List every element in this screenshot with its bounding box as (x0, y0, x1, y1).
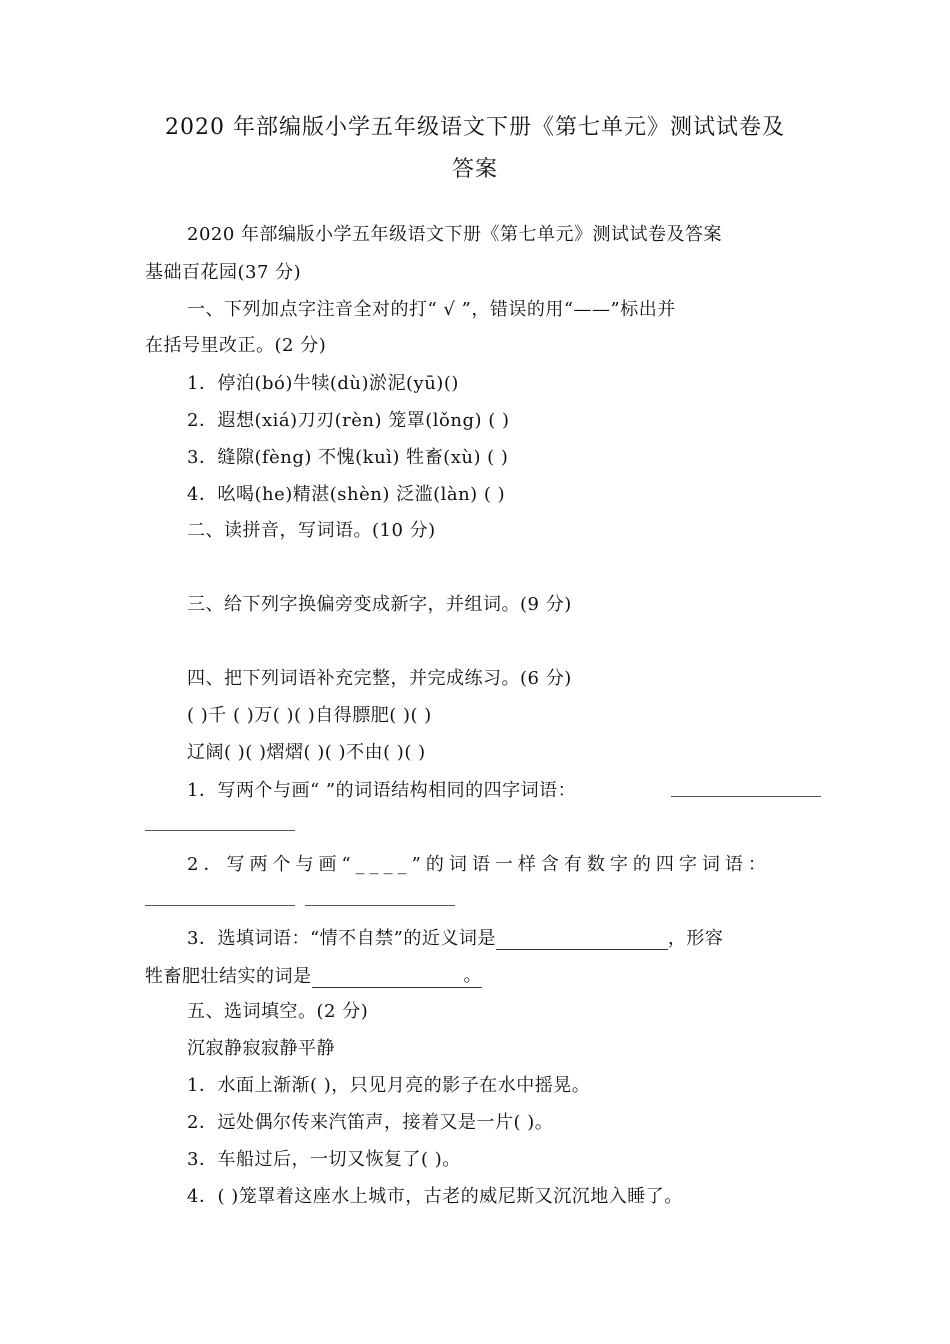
answer-blank[interactable] (305, 905, 455, 906)
question-1-item: 3．缝隙(fèng) 不愧(kuì) 牲畜(xù) ( ) (187, 447, 509, 468)
question-4-sub-3-text: 3．选填词语：“情不自禁”的近义词是 (187, 928, 496, 949)
answer-blank[interactable] (671, 796, 821, 797)
question-4-sub-1: 1．写两个与画“ ”的词语结构相同的四字词语： (187, 780, 577, 801)
question-4-sub-3-text: 牲畜肥壮结实的词是 (145, 966, 312, 987)
question-5-item: 4．( )笼罩着这座水上城市，古老的威尼斯又沉沉地入睡了。 (187, 1186, 683, 1207)
question-5-item: 1．水面上渐渐( )，只见月亮的影子在水中摇晃。 (187, 1075, 591, 1096)
question-5-item: 3．车船过后，一切又恢复了( )。 (187, 1149, 461, 1170)
answer-blank[interactable] (145, 830, 295, 831)
question-1-item: 4．吆喝(he)精湛(shèn) 泛滥(làn) ( ) (187, 484, 506, 505)
question-4-word-row-2: 辽阔( )( )熠熠( )( )不由( )( ) (187, 742, 426, 763)
question-2-prompt: 二、读拼音，写词语。(10 分) (187, 520, 436, 541)
document-title-line-2: 答案 (451, 157, 498, 182)
question-4-sub-3-text: ，形容 (667, 928, 724, 949)
question-4-sub-3-text: 。 (464, 961, 483, 988)
section-heading-basic: 基础百花园(37 分) (145, 262, 302, 283)
answer-blank[interactable] (145, 905, 295, 906)
answer-blank[interactable] (312, 967, 464, 988)
question-4-sub-3 (187, 924, 723, 950)
question-1-item: 1．停泊(bó)牛犊(dù)淤泥(yū)() (187, 373, 459, 394)
question-4-word-row-1: ( )千 ( )万( )( )自得膘肥( )( ) (187, 705, 432, 726)
question-1-prompt-line-2: 在括号里改正。(2 分) (145, 335, 327, 356)
question-1-item: 2．遐想(xiá)刀刃(rèn) 笼罩(lǒng) ( ) (187, 410, 510, 431)
question-3-prompt: 三、给下列字换偏旁变成新字，并组词。(9 分) (187, 594, 572, 615)
question-5-item: 2．远处偶尔传来汽笛声，接着又是一片( )。 (187, 1112, 554, 1133)
question-5-word-bank: 沉寂静寂寂静平静 (187, 1038, 335, 1059)
document-title-line-1: 2020 年部编版小学五年级语文下册《第七单元》测试试卷及 (165, 115, 785, 140)
question-4-sub-2: 2．写两个与画“____”的词语一样含有数字的四字词语： (187, 854, 771, 875)
answer-blank[interactable] (496, 929, 668, 950)
question-1-prompt-line-1: 一、下列加点字注音全对的打“ √ ”，错误的用“——”标出并 (187, 299, 676, 320)
question-4-prompt: 四、把下列词语补充完整，并完成练习。(6 分) (187, 668, 572, 689)
question-4-sub-3-cont (145, 961, 482, 988)
question-5-prompt: 五、选词填空。(2 分) (187, 1001, 369, 1022)
document-subtitle: 2020 年部编版小学五年级语文下册《第七单元》测试试卷及答案 (187, 224, 723, 245)
